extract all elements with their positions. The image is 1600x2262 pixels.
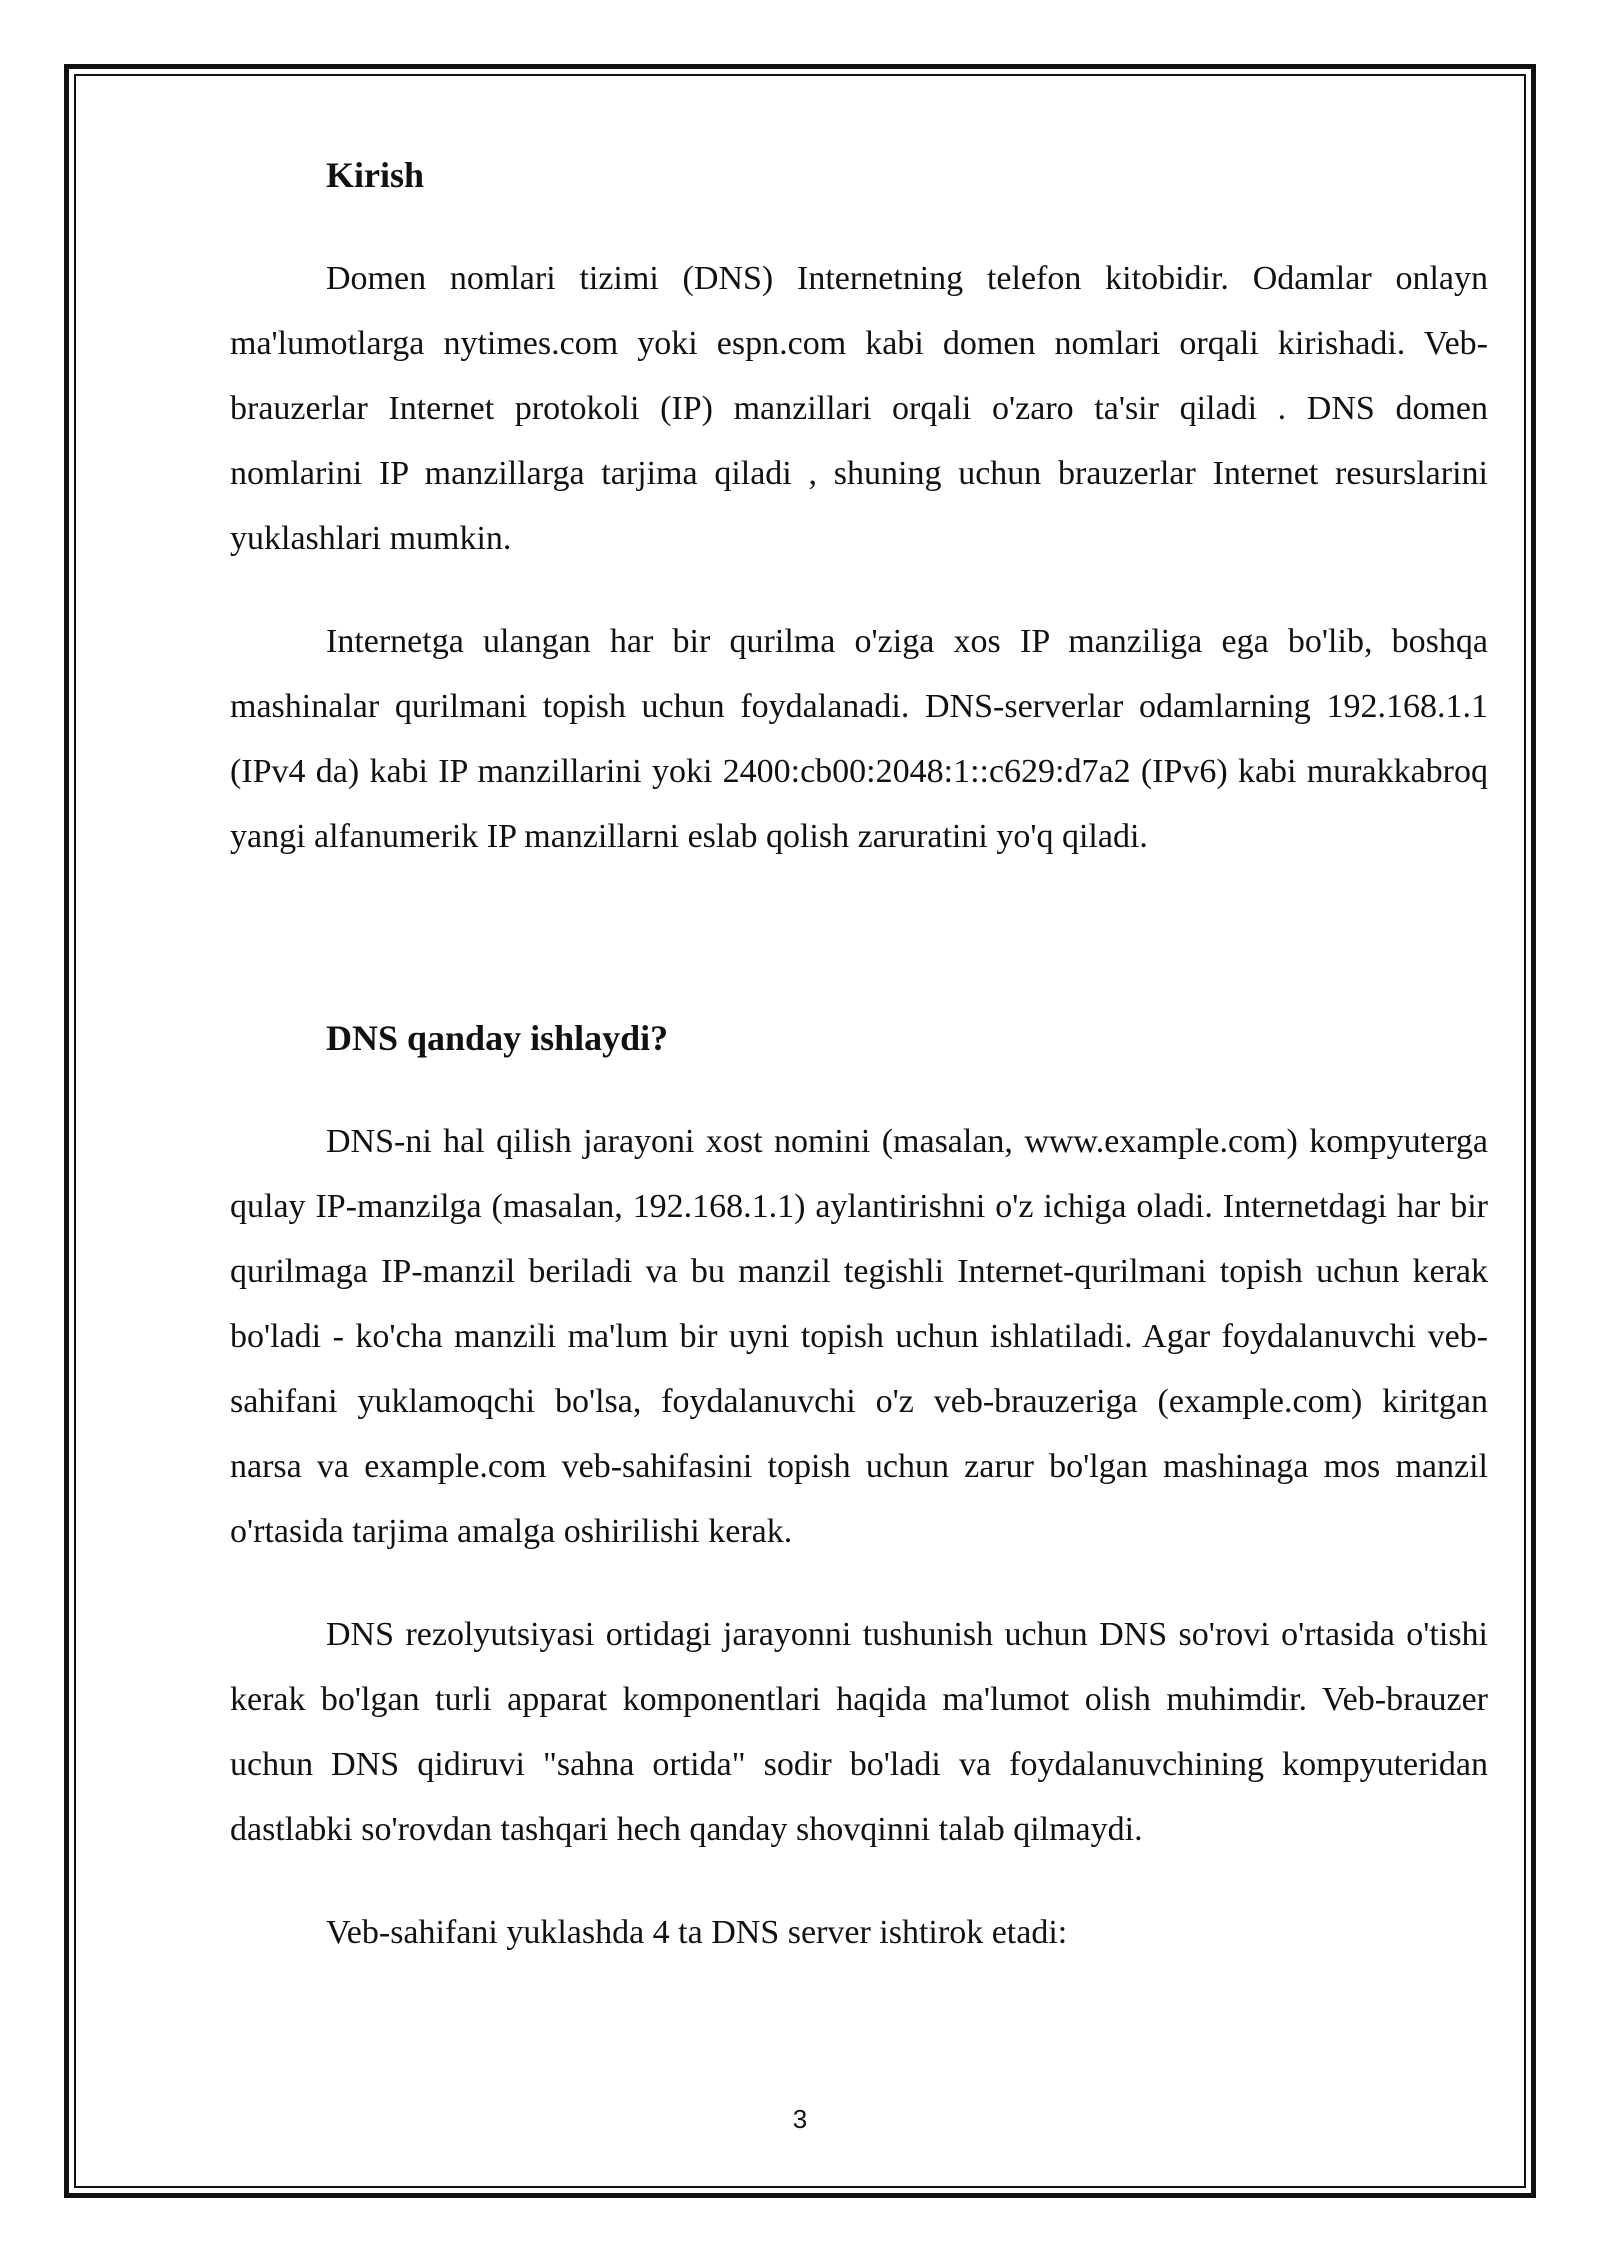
paragraph-dns-intro: Domen nomlari tizimi (DNS) Internetning telefon kitobidir. Odamlar onlayn ma'lumotlarga nytimes.com yoki espn.com kabi domen nomlari orqali kirishadi. Veb-brauzerlar Internet protokoli (IP) manzillari orqali o'zaro ta'sir qiladi . DNS domen nomlarini IP manzillarga tarjima qiladi , shuning uchun brauzerlar Internet resurslarini yuklashlari mumkin. xyxy=(230,260,1488,557)
paragraph-ip-addresses: Internetga ulangan har bir qurilma o'ziga xos IP manziliga ega bo'lib, boshqa mashinalar qurilmani topish uchun foydalanadi. DNS-serverlar odamlarning 192.168.1.1 (IPv4 da) kabi IP manzillarini yoki 2400:cb00:2048:1::c629:d7a2 (IPv6) kabi murakkabroq yangi alfanumerik IP manzillarni eslab qolish zaruratini yo'q qiladi. xyxy=(230,623,1488,855)
paragraph-dns-servers-intro: Veb-sahifani yuklashda 4 ta DNS server ishtirok etadi: xyxy=(326,1914,1068,1951)
section-heading-how-dns-works: DNS qanday ishlaydi? xyxy=(326,1018,669,1058)
document-body xyxy=(230,150,1488,1965)
paragraph-dns-resolution: DNS-ni hal qilish jarayoni xost nomini (masalan, www.example.com) kompyuterga qulay IP-manzilga (masalan, 192.168.1.1) aylantirishni o'z ichiga oladi. Internetdagi har bir qurilmaga IP-manzil beriladi va bu manzil tegishli Internet-qurilmani topish uchun kerak bo'ladi - ko'cha manzili ma'lum bir uyni topish uchun ishlatiladi. Agar foydalanuvchi veb-sahifani yuklamoqchi bo'lsa, foydalanuvchi o'z veb-brauzeriga (example.com) kiritgan narsa va example.com veb-sahifasini topish uchun zarur bo'lgan mashinaga mos manzil o'rtasida tarjima amalga oshirilishi kerak. xyxy=(230,1123,1488,1550)
paragraph-dns-components: DNS rezolyutsiyasi ortidagi jarayonni tushunish uchun DNS so'rovi o'rtasida o'tishi kerak bo'lgan turli apparat komponentlari haqida ma'lumot olish muhimdir. Veb-brauzer uchun DNS qidiruvi "sahna ortida" sodir bo'ladi va foydalanuvchining kompyuteridan dastlabki so'rovdan tashqari hech qanday shovqinni talab qilmaydi. xyxy=(230,1616,1488,1848)
page-number: 3 xyxy=(792,2104,808,2134)
section-heading-kirish: Kirish xyxy=(326,155,425,195)
